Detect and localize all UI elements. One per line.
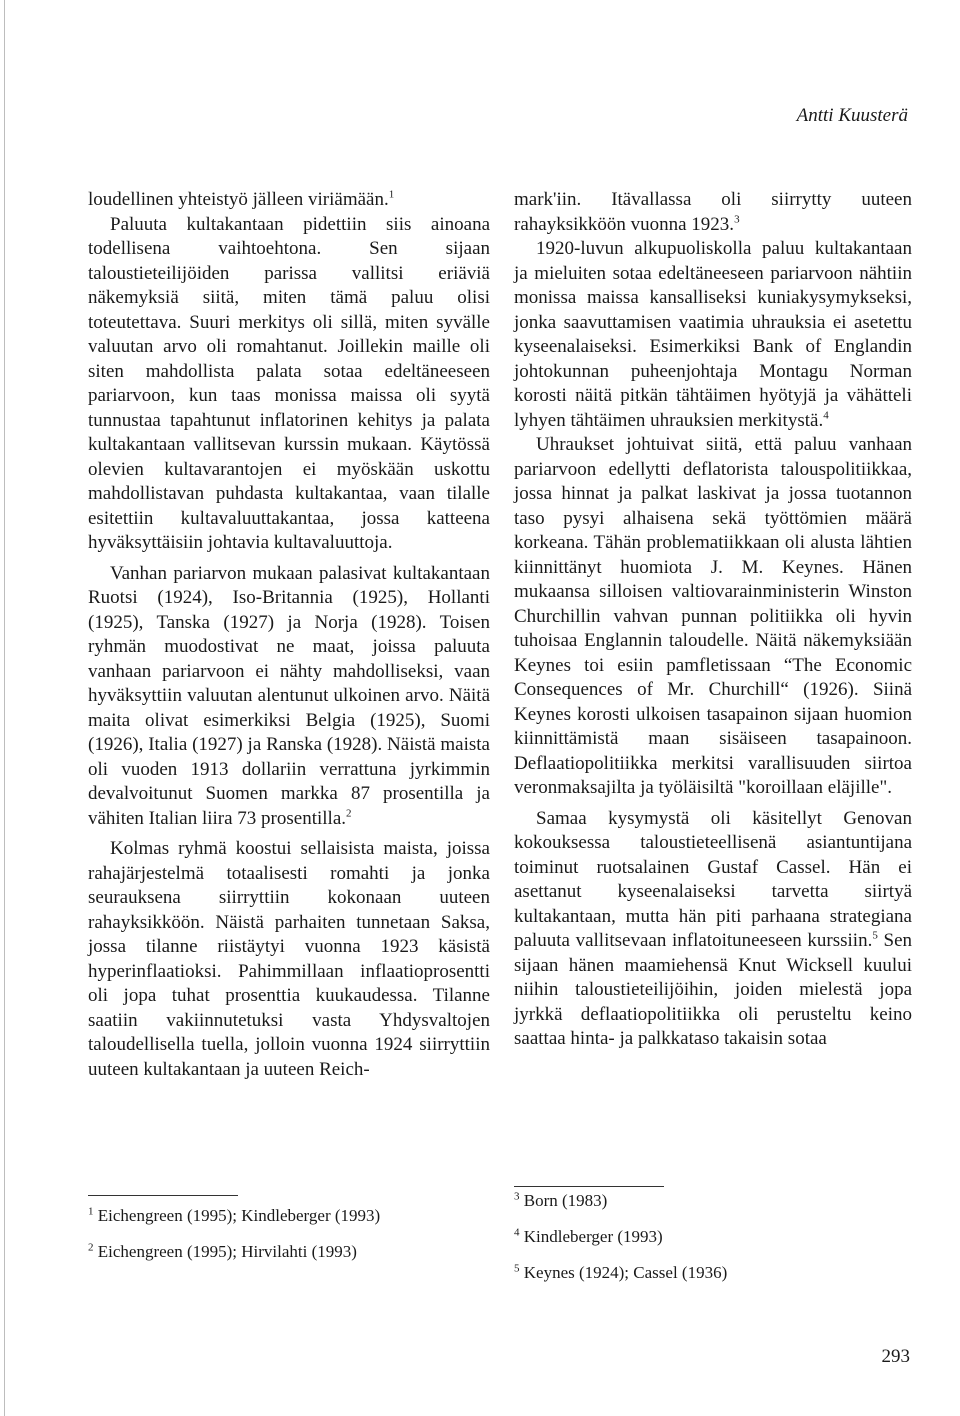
paragraph-text: mark'iin. Itävallassa oli siirrytty uuteen rahayksikköön vuonna 1923. [514, 189, 912, 235]
footnote-ref: 2 [346, 807, 352, 820]
footnote-number: 1 [88, 1205, 94, 1218]
footnote-ref: 3 [734, 213, 740, 226]
paragraph-text: 1920-luvun alkupuoliskolla paluu kultakantaan ja mieluiten sotaa edeltäneeseen pariarvoon nähtiin monissa maissa kansalliseksi kuniakysymykseksi, jonka saavuttamisen vaatimia uhrauksia ei asetettu kyseenalaiseksi. Esimerkiksi Bank of Englandin johtokunnan puheenjohtaja Montagu Norman korosti näitä pitkän tähtäimen hyötyjä ja vähätteli lyhyen tähtäimen uhrauksien merkitystä. [514, 238, 912, 431]
footnote [88, 1205, 380, 1227]
paragraph [88, 188, 490, 213]
paragraph-text: Sen sijaan hänen maamiehensä Knut Wicksell kuului niihin taloustieteilijöihin, joiden mielestä jopa jyrkkä deflaatiopolitiikka oli perusteltu keino saattaa hinta- ja palkkataso takaisin sotaa [514, 930, 912, 1049]
right-column [514, 188, 912, 1052]
footnote-divider [88, 1195, 238, 1196]
footnote-text: Kindleberger (1993) [523, 1227, 663, 1246]
footnote-ref: 5 [872, 929, 878, 942]
paragraph [514, 807, 912, 1052]
footnote-ref: 1 [388, 188, 395, 201]
footnote [88, 1241, 380, 1263]
footnote [514, 1190, 727, 1212]
running-header-author: Antti Kuusterä [796, 105, 908, 126]
footnote-number: 4 [514, 1226, 520, 1239]
footnote [514, 1226, 727, 1248]
left-column [88, 188, 490, 1082]
paragraph [514, 188, 912, 237]
footnote-text: Born (1983) [523, 1191, 608, 1210]
paragraph-text: loudellinen yhteistyö jälleen viriämään. [88, 189, 389, 210]
paragraph-text: Samaa kysymystä oli käsitellyt Genovan kokouksessa taloustieteellisenä asiantuntijana toiminut ruotsalainen Gustaf Cassel. Hän ei asettanut kyseenalaiseksi tarvetta siirtyä kultakantaan, mutta hän piti parhaana strategiana paluuta vallitsevaan inflatoituneeseen kurssiin. [514, 807, 912, 951]
paragraph [88, 562, 490, 832]
footnote-text: Keynes (1924); Cassel (1936) [523, 1263, 728, 1282]
scan-edge-line [4, 0, 5, 1416]
footnote-ref: 4 [823, 409, 829, 422]
paragraph: Paluuta kultakantaan pidettiin siis ainoana todellisena vaihtoehtona. Sen sijaan taloustieteilijöiden parissa vallitsi eriäviä näkemyksiä siitä, miten tämä paluu olisi toteutettava. Suuri merkitys oli sillä, miten syvälle valuutan arvo oli romahtanut. Joillekin maille oli siten mahdollista palata sotaa edeltäneeseen pariarvoon, kun taas monissa maissa oli syytä tunnustaa tapahtunut inflatorinen kehitys ja palata kultakantaan vallitsevan kurssin mukaan. Käytössä olevien kultavarantojen ei myöskään uskottu mahdollistavan puhdasta kultakantaa, vaan tilalle esitettiin kultavaluuttakantaa, jossa katteena hyväksyttäisiin johtavia kultavaluuttoja. [88, 213, 490, 553]
footnote [514, 1262, 727, 1284]
paragraph-text: Vanhan pariarvon mukaan palasivat kultakantaan Ruotsi (1924), Iso-Britannia (1925), Hollanti (1925), Tanska (1927) ja Norja (1928). Toisen ryhmän muodostivat ne maat, joissa paluuta vanhaan pariarvoon ei nähty mahdolliseksi, vaan hyväksyttiin valuutan alentunut ulkoinen arvo. Näitä maita olivat esimerkiksi Belgia (1925), Suomi (1926), Italia (1927) ja Ranska (1928). Näistä maista oli vuoden 1913 dollariin verrattuna jyrkimmin devalvoitunut Suomen markka 87 prosentilla ja vähiten Italian liira 73 prosentilla. [88, 562, 490, 829]
footnotes-left [88, 1205, 380, 1277]
footnote-number: 5 [514, 1262, 520, 1275]
page-number: 293 [881, 1346, 910, 1367]
footnote-number: 2 [88, 1241, 94, 1254]
paragraph: Uhraukset johtuivat siitä, että paluu vanhaan pariarvoon edellytti deflatorista talouspolitiikkaa, jossa hinnat ja palkat laskivat ja jossa tuotannon taso pysyi alhaisena sekä työttömien määrä korkeana. Tähän problematiikkaan oli alusta lähtien kiinnittänyt huomiota J. M. Keynes. Hänen mukaansa silloisen valtiovarainministerin Winston Churchillin vahvan punnan politiikka oli hyvin tuhoisaa Englannin taloudelle. Näitä näkemyksiään Keynes toi esiin pamfletissaan “The Economic Consequences of Mr. Churchill“ (1926). Siinä Keynes korosti ulkoisen tasapainon sijaan huomion kiinnittämistä maan sisäiseen tasapainoon. Deflaatiopolitiikka merkitsi varallisuuden siirtoa veronmaksajilta ja työläisiltä "koroillaan eläjille". [514, 434, 912, 798]
footnote-number: 3 [514, 1190, 520, 1203]
footnotes-right [514, 1190, 727, 1298]
paragraph: Kolmas ryhmä koostui sellaisista maista, joissa rahajärjestelmä totaalisesti romahti ja jonka seurauksena siirryttiin kokonaan uuteen rahayksikköön. Näistä parhaiten tunnetaan Saksa, jossa tilanne riistäytyi vuonna 1923 käsistä hyperinflaatioksi. Pahimmillaan inflaatioprosentti oli jopa tuhat prosenttia kuukaudessa. Tilanne saatiin vakiinnutetuksi vasta Yhdysvaltojen taloudellisella tuella, jolloin vuonna 1924 siirryttiin uuteen kultakantaan ja uuteen Reich- [88, 838, 490, 1080]
footnote-divider [514, 1186, 664, 1187]
paragraph [514, 237, 912, 433]
footnote-text: Eichengreen (1995); Kindleberger (1993) [97, 1206, 381, 1225]
footnote-text: Eichengreen (1995); Hirvilahti (1993) [97, 1242, 357, 1261]
